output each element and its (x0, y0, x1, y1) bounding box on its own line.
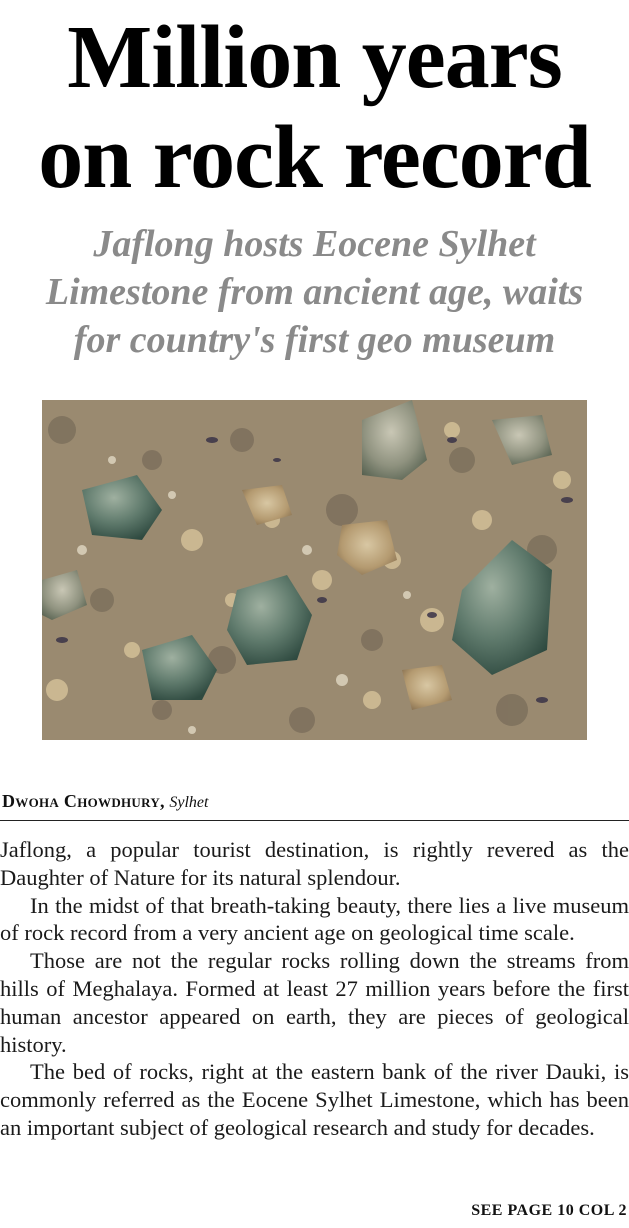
headline-line-2: on rock record (38, 108, 591, 207)
article-paragraph-2: In the midst of that breath-taking beauty, there lies a live museum of rock record from a very ancient age on geological time scale. (0, 892, 629, 946)
byline-divider (0, 820, 629, 821)
subheadline-line-3: for country's first geo museum (73, 319, 556, 361)
headline (0, 8, 629, 208)
byline-author: Dwoha Chowdhury, (2, 791, 165, 811)
article-body (0, 836, 629, 1142)
subheadline-line-2: Limestone from ancient age, waits (45, 271, 584, 313)
headline-line-1: Million years (67, 8, 562, 107)
byline-place: Sylhet (169, 794, 209, 811)
subheadline (0, 220, 629, 364)
article-paragraph-4: The bed of rocks, right at the eastern bank of the river Dauki, is commonly referred as the Eocene Sylhet Limestone, which has been an important subject of geological research and study for decades. (0, 1059, 629, 1140)
subheadline-line-1: Jaflong hosts Eocene Sylhet (93, 223, 536, 265)
article-paragraph-3: Those are not the regular rocks rolling down the streams from hills of Meghalaya. Formed at least 27 million years before the first human ancestor appeared on earth, they are pieces of geological history. (0, 948, 629, 1057)
rock-bed-photo (42, 400, 587, 740)
continuation-note: SEE PAGE 10 COL 2 (471, 1202, 627, 1219)
byline (2, 790, 208, 814)
article-paragraph-1: Jaflong, a popular tourist destination, is rightly revered as the Daughter of Nature for its natural splendour. (0, 837, 629, 890)
